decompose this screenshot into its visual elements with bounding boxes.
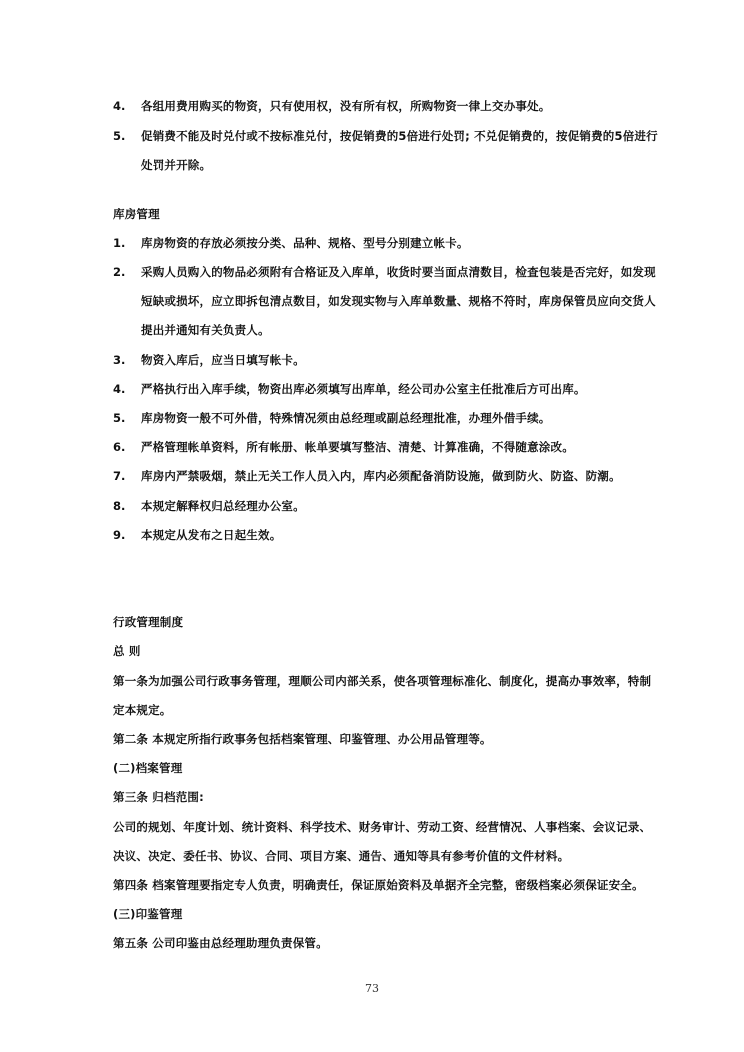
paragraph: 第五条 公司印鉴由总经理助理负责保管。 xyxy=(113,936,328,950)
list-item-text: 处罚并开除。 xyxy=(141,158,212,172)
list-item-number: 1. xyxy=(113,236,126,250)
subsection-heading: (二)档案管理 xyxy=(113,761,183,775)
paragraph: 定本规定。 xyxy=(113,703,172,717)
list-item-number: 4. xyxy=(113,99,126,113)
paragraph: 第一条为加强公司行政事务管理，理顺公司内部关系，使各项管理标准化、制度化，提高办事效率，特制 xyxy=(113,674,652,688)
list-item-text: 促销费不能及时兑付或不按标准兑付，按促销费的5倍进行处罚; 不兑促销费的，按促销费的5倍进行 xyxy=(141,129,658,143)
list-item-number: 4. xyxy=(113,382,126,396)
paragraph: 第四条 档案管理要指定专人负责，明确责任，保证原始资料及单据齐全完整，密级档案必须保证安全。 xyxy=(113,878,644,892)
general-heading: 总 则 xyxy=(113,644,141,658)
list-item-text: 库房物资的存放必须按分类、品种、规格、型号分别建立帐卡。 xyxy=(141,236,469,250)
list-item-text: 物资入库后，应当日填写帐卡。 xyxy=(141,353,305,367)
paragraph: 决议、决定、委任书、协议、合同、项目方案、通告、通知等具有参考价值的文件材料。 xyxy=(113,849,570,863)
list-item-text: 采购人员购入的物品必须附有合格证及入库单，收货时要当面点清数目，检查包装是否完好，如发现 xyxy=(141,265,656,279)
list-item-number: 6. xyxy=(113,440,126,454)
list-item-number: 5. xyxy=(113,411,126,425)
paragraph: 公司的规划、年度计划、统计资料、科学技术、财务审计、劳动工资、经营情况、人事档案、会议记录、 xyxy=(113,820,652,834)
list-item-text: 本规定从发布之日起生效。 xyxy=(141,528,282,542)
subsection-heading: (三)印鉴管理 xyxy=(113,907,183,921)
page-number: 73 xyxy=(365,982,379,995)
section-title-admin: 行政管理制度 xyxy=(113,615,184,629)
list-item-number: 7. xyxy=(113,469,126,483)
list-item-number: 9. xyxy=(113,528,126,542)
list-item-number: 5. xyxy=(113,129,126,143)
list-item-text: 严格管理帐单资料，所有帐册、帐单要填写整洁、清楚、计算准确，不得随意涂改。 xyxy=(141,440,574,454)
list-item-number: 2. xyxy=(113,265,126,279)
list-item-number: 3. xyxy=(113,353,126,367)
paragraph: 第二条 本规定所指行政事务包括档案管理、印鉴管理、办公用品管理等。 xyxy=(113,732,492,746)
list-item-text: 提出并通知有关负责人。 xyxy=(141,323,270,337)
paragraph: 第三条 归档范围: xyxy=(113,790,204,804)
list-item-text: 各组用费用购买的物资，只有使用权，没有所有权，所购物资一律上交办事处。 xyxy=(141,99,551,113)
list-item-number: 8. xyxy=(113,499,126,513)
list-item-text: 库房物资一般不可外借，特殊情况须由总经理或副总经理批准，办理外借手续。 xyxy=(141,411,551,425)
list-item-text: 库房内严禁吸烟，禁止无关工作人员入内，库内必须配备消防设施，做到防火、防盗、防潮。 xyxy=(141,469,621,483)
list-item-text: 严格执行出入库手续，物资出库必须填写出库单，经公司办公室主任批准后方可出库。 xyxy=(141,382,586,396)
list-item-text: 短缺或损坏，应立即拆包清点数目，如发现实物与入库单数量、规格不符时，库房保管员应向交货人 xyxy=(141,294,656,308)
list-item-text: 本规定解释权归总经理办公室。 xyxy=(141,499,305,513)
section-heading-warehouse: 库房管理 xyxy=(113,207,160,221)
